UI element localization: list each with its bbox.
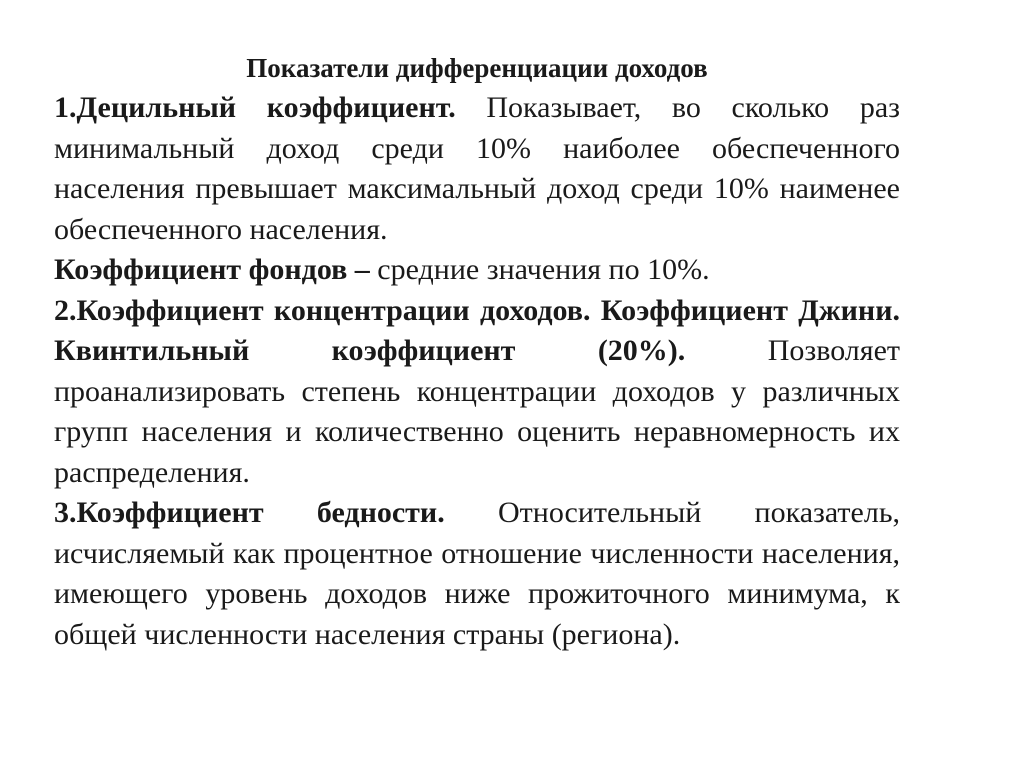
paragraph-funds-coefficient xyxy=(54,250,900,291)
paragraph-concentration-coefficient xyxy=(54,291,900,494)
term-funds-coefficient: Коэффициент фондов – xyxy=(54,253,370,286)
definition-concentration-coefficient: Позволяет проанализировать степень концентрации доходов у различных групп населения и количественно оценить неравномерность их распределения. xyxy=(54,334,901,489)
slide-title: Показатели дифференциации доходов xyxy=(246,53,708,83)
term-poverty-coefficient: 3.Коэффициент бедности. xyxy=(54,496,445,529)
paragraph-decile-coefficient xyxy=(54,88,900,250)
term-concentration-coefficient: 2.Коэффициент концентрации доходов. Коэффициент Джини. Квинтильный коэффициент (20%). xyxy=(54,293,900,367)
definition-decile-coefficient: Показывает, во сколько раз минимальный доход среди 10% наиболее обеспеченного населения превышает максимальный доход среди 10% наименее обеспеченного населения. xyxy=(54,91,900,246)
paragraph-poverty-coefficient xyxy=(54,493,900,655)
definition-poverty-coefficient: Относительный показатель, исчисляемый как процентное отношение численности населения, имеющего уровень доходов ниже прожиточного минимума, к общей численности населения страны (региона). xyxy=(54,496,900,651)
slide-content xyxy=(54,48,900,655)
term-decile-coefficient: 1.Децильный коэффициент. xyxy=(54,91,456,124)
definition-funds-coefficient: средние значения по 10%. xyxy=(369,253,710,286)
